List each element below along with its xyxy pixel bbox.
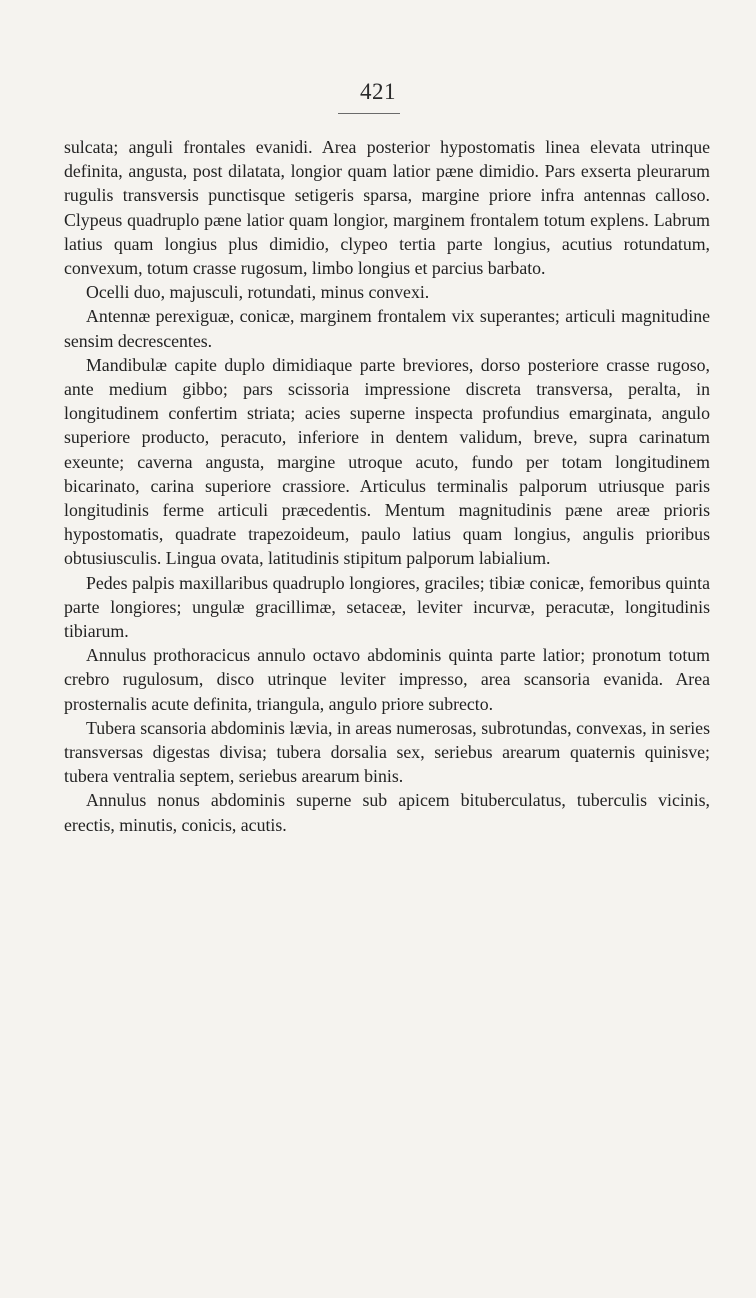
paragraph-annulus-nonus: Annulus nonus abdominis superne sub apicem bituberculatus, tuberculis vicinis, erectis, minutis, conicis, acutis.	[64, 790, 710, 835]
body-text	[64, 135, 710, 837]
paragraph-ocelli: Ocelli duo, majusculi, rotundati, minus convexi.	[86, 282, 430, 303]
paragraph-mandibulae: Mandibulæ capite duplo dimidiaque parte breviores, dorso posteriore crasse rugoso, ante medium gibbo; pars scissoria impressione discreta transversa, peralta, in longitudinem confertim striata; acies superne inspecta profundius emarginata, angulo superiore producto, peracuto, inferiore in dentem validum, breve, supra carinatum exeunte; caverna angusta, margine utroque acuto, fundo per totam longitudinem bicarinato, carina superiore crassiore. Articulus terminalis palporum utriusque paris longitudinis ferme articuli præcedentis. Mentum magnitudinis pæne areæ prioris hypostomatis, quadrate trapezoideum, paulo latius quam longius, angulis prioribus obtusiusculis. Lingua ovata, latitudinis stipitum palporum labialium.	[64, 354, 710, 569]
page-number: 421	[360, 79, 396, 104]
paragraph-area-posterior: sulcata; anguli frontales evanidi. Area posterior hypostomatis linea elevata utrinque definita, angusta, post dilatata, longior quam latior pæne dimidio. Pars exserta pleurarum rugulis transversis punctisque setigeris sparsa, margine priore infra antennas calloso. Clypeus quadruplo pæne latior quam longior, marginem frontalem totum explens. Labrum latius quam longius plus dimidio, clypeo tertia parte longius, acutius rotundatum, convexum, totum crasse rugosum, limbo longius et parcius barbato.	[64, 137, 710, 279]
paragraph-antennae: Antennæ perexiguæ, conicæ, marginem frontalem vix superantes; articuli magnitudine sensim decrescentes.	[64, 306, 710, 351]
paragraph-tubera-scansoria: Tubera scansoria abdominis lævia, in areas numerosas, subrotundas, convexas, in series transversas digestas divisa; tubera dorsalia sex, seriebus arearum quaternis quinisve; tubera ventralia septem, seriebus arearum binis.	[64, 717, 710, 787]
page-number-underline	[338, 113, 400, 114]
paragraph-annulus-prothoracicus: Annulus prothoracicus annulo octavo abdominis quinta parte latior; pronotum totum crebro rugulosum, disco utrinque leviter impresso, area scansoria evanida. Area prosternalis acute definita, triangula, angulo priore subrecto.	[64, 645, 710, 714]
paragraph-pedes: Pedes palpis maxillaribus quadruplo longiores, graciles; tibiæ conicæ, femoribus quinta parte longiores; ungulæ gracillimæ, setaceæ, leviter incurvæ, peracutæ, longitudinis tibiarum.	[64, 572, 710, 642]
